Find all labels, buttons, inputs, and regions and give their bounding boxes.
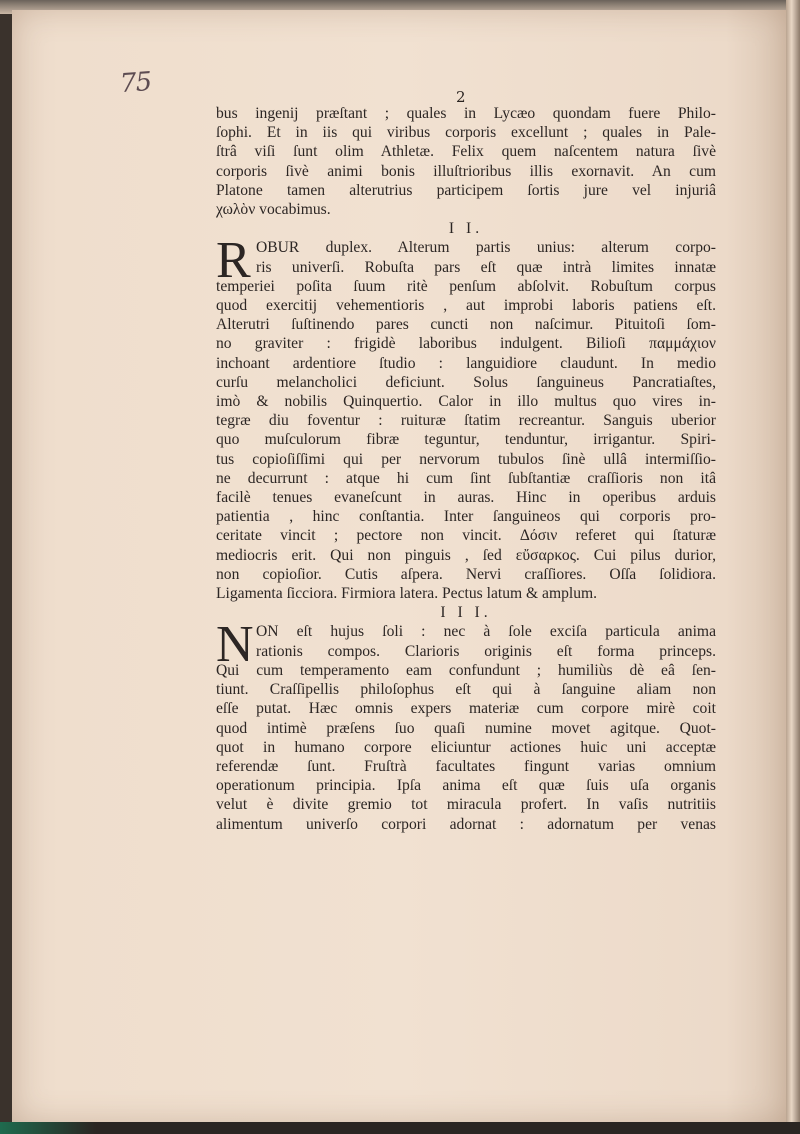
text-line: rationis compos. Clarioris originis eſt forma princeps.: [256, 642, 716, 660]
text-line: patientia , hinc conſtantia. Inter ſanguineos qui corporis pro-: [216, 508, 716, 526]
text-line: quot in humano corpore eliciuntur actiones huic uni acceptæ: [216, 738, 716, 756]
text-line: ſtrâ viſi ſunt olim Athletæ. Felix quem naſcentem natura ſivè: [216, 143, 716, 161]
text-line: tus copioſiſſimi qui per nervorum tubulos ſinè ullâ intermiſſio-: [216, 450, 716, 468]
text-line: ceritate vincit ; pectore non vincit. Δόσιν referet qui ſtaturæ: [216, 527, 716, 545]
page-number: 2: [456, 88, 466, 106]
page-text: [216, 104, 716, 834]
text-line: operationum principia. Ipſa anima eſt quæ ſuis uſa organis: [216, 777, 716, 795]
section-3-paragraph: [216, 616, 716, 833]
text-line: referendæ ſunt. Fruſtrà facultates fingunt varias omnium: [216, 757, 716, 775]
text-line: curſu melancholici deficiunt. Solus ſanguineus Pancratiaſtes,: [216, 373, 716, 391]
handwritten-folio-mark: 75: [118, 66, 153, 100]
drop-cap: R: [216, 232, 251, 290]
text-line: quod intimè præſens ſuo quaſi numine movet agitque. Quot-: [216, 719, 716, 737]
text-line: quod exercitij vehementioris , aut improbi laboris patiens eſt.: [216, 297, 716, 315]
text-line: ON eſt hujus ſoli : nec à ſole exciſa particula anima: [256, 623, 716, 641]
text-line: tiunt. Craſſipellis philoſophus eſt qui à ſanguine aliam non: [216, 681, 716, 699]
drop-cap: N: [216, 616, 254, 674]
text-line: facilè tenues evaneſcunt in auras. Hinc in operibus arduis: [216, 489, 716, 507]
intro-paragraph: [216, 104, 716, 219]
text-line: inchoant ardentiore ſtudio : languidiore claudunt. In medio: [216, 354, 716, 372]
text-line: Platone tamen alterutrius participem ſortis jure vel injuriâ: [216, 181, 716, 199]
section-2-paragraph: [216, 232, 716, 603]
text-line: ne decurrunt : atque hi cum ſint ſubſtantiæ craſſioris non itâ: [216, 469, 716, 487]
text-line: alimentum univerſo corpori adornat : adornatum per venas: [216, 815, 716, 833]
text-line: mediocris erit. Qui non pinguis , ſed εὔσαρκος. Cui pilus durior,: [216, 546, 716, 564]
text-line: χωλὸν vocabimus.: [216, 201, 331, 219]
text-line: no graviter : frigidè laboribus indulgent. Bilioſi παμμάχιον: [216, 335, 716, 353]
text-line: OBUR duplex. Alterum partis unius: alterum corpo-: [256, 239, 716, 257]
text-line: eſſe putat. Hæc omnis expers materiæ cum corpore mirè coit: [216, 700, 716, 718]
text-line: ſophi. Et in iis qui viribus corporis excellunt ; quales in Pale-: [216, 124, 716, 142]
text-line: Ligamenta ſicciora. Firmiora latera. Pectus latum & amplum.: [216, 585, 598, 603]
text-line: velut è divite gremio tot miracula profert. In vaſis nutritiis: [216, 796, 716, 814]
page-bottom-edge: [0, 1122, 800, 1134]
text-line: temperiei poſita ſuum ritè penſum abſolvit. Robuſtum corpus: [216, 277, 716, 295]
text-line: non copioſior. Cutis aſpera. Nervi craſſiores. Oſſa ſolidiora.: [216, 565, 716, 583]
book-spine-edge: [786, 0, 800, 1134]
text-line: ris univerſi. Robuſta pars eſt quæ intrà limites innatæ: [256, 258, 716, 276]
section-numeral-3: I I I.: [440, 604, 492, 622]
text-line: quo muſculorum fibræ teguntur, tenduntur, irrigantur. Spiri-: [216, 431, 716, 449]
text-line: tegræ diu foventur : ruituræ ſtatim recreantur. Sanguis uberior: [216, 412, 716, 430]
section-numeral-2: I I.: [448, 220, 484, 238]
text-line: Alterutri ſuſtinendo pares cuncti non naſcimur. Pituitoſi ſom-: [216, 316, 716, 334]
text-line: corporis ſivè animi bonis illuſtrioribus illis exornavit. An cum: [216, 162, 716, 180]
text-line: bus ingenij præſtant ; quales in Lycæo quondam fuere Philo-: [216, 105, 716, 122]
text-line: imò & nobilis Quinquertio. Calor in illo multus quo vires in-: [216, 393, 716, 411]
text-line: Qui cum temperamento eam confundunt ; humiliùs dè eâ ſen-: [216, 661, 716, 679]
